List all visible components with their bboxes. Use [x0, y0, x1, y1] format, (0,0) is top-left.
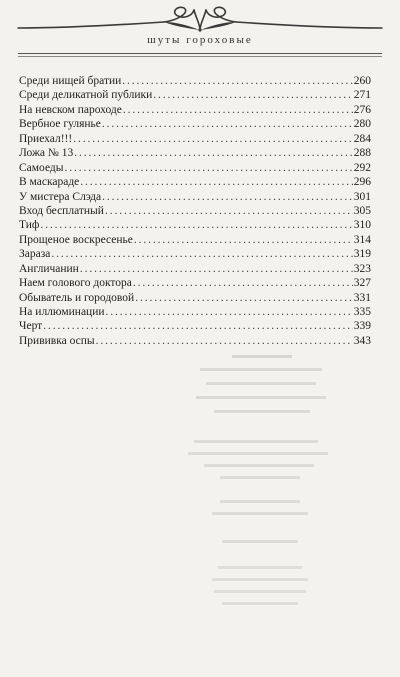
toc-entry-page: 271	[353, 89, 371, 102]
toc-entry-title: Прививка оспы	[19, 334, 95, 347]
toc-dot-leader	[80, 175, 352, 189]
toc-entry-title: Наем голового доктора	[19, 277, 132, 290]
toc-entry-title: В маскараде	[19, 176, 80, 189]
toc-dot-leader	[135, 291, 353, 305]
toc-entry-title: Зараза	[19, 248, 51, 261]
toc-entry-title: Черт	[19, 320, 43, 333]
toc-entry-page: 305	[353, 204, 371, 217]
toc-entry-title: На невском пароходе	[19, 103, 122, 116]
toc-entry-page: 323	[353, 262, 371, 275]
toc-entry	[19, 218, 371, 232]
toc-entry-page: 343	[353, 334, 371, 347]
toc-entry-title: Англичанин	[19, 262, 79, 275]
toc-dot-leader	[64, 161, 352, 175]
toc-entry-page: 284	[353, 132, 371, 145]
toc-dot-leader	[122, 74, 352, 88]
toc-entry-title: Вербное гулянье	[19, 118, 101, 131]
header-rule	[18, 53, 382, 54]
toc-entry-title: Среди деликатной публики	[19, 89, 153, 102]
toc-entry-page: 314	[353, 233, 371, 246]
toc-entry-page: 301	[353, 190, 371, 203]
toc-entry	[19, 276, 371, 290]
toc-entry-title: Самоеды	[19, 161, 64, 174]
toc-dot-leader	[102, 190, 353, 204]
toc-entry	[19, 233, 371, 247]
toc-dot-leader	[123, 103, 353, 117]
toc-entry-page: 310	[353, 219, 371, 232]
toc-entry-page: 276	[353, 103, 371, 116]
header-rule-thin	[18, 56, 382, 57]
toc-entry	[19, 74, 371, 88]
toc-dot-leader	[43, 319, 353, 333]
toc-entry	[19, 88, 371, 102]
toc-entry-title: У мистера Слэда	[19, 190, 102, 203]
toc-entry-title: Обыватель и городовой	[19, 291, 135, 304]
toc-entry	[19, 262, 371, 276]
toc-dot-leader	[96, 334, 353, 348]
toc-entry-page: 280	[353, 118, 371, 131]
toc-entry	[19, 319, 371, 333]
toc-entry-page: 260	[353, 75, 371, 87]
running-title: шуты гороховые	[147, 34, 253, 46]
toc-entry-page: 292	[353, 161, 371, 174]
toc-entry-page: 288	[353, 147, 371, 160]
toc-entry	[19, 334, 371, 348]
toc-entry	[19, 132, 371, 146]
toc-entry-title: Приехал!!!	[19, 132, 73, 145]
toc-dot-leader	[106, 305, 353, 319]
toc-dot-leader	[153, 88, 353, 102]
table-of-contents	[19, 74, 371, 348]
toc-entry-page: 319	[353, 248, 371, 261]
toc-entry	[19, 305, 371, 319]
toc-dot-leader	[73, 132, 353, 146]
toc-dot-leader	[133, 276, 353, 290]
toc-dot-leader	[134, 233, 353, 247]
toc-entry-title: На иллюминации	[19, 306, 105, 318]
toc-entry	[19, 190, 371, 204]
toc-entry-page: 335	[353, 306, 371, 318]
toc-dot-leader	[51, 247, 352, 261]
toc-entry-title: Ложа № 13	[19, 147, 74, 160]
toc-entry	[19, 146, 371, 160]
toc-entry-page: 296	[353, 176, 371, 189]
toc-entry-page: 339	[353, 320, 371, 333]
toc-entry	[19, 103, 371, 117]
toc-dot-leader	[40, 218, 352, 232]
toc-entry-title: Среди нищей братии	[19, 75, 122, 87]
toc-entry	[19, 175, 371, 189]
toc-entry	[19, 161, 371, 175]
toc-dot-leader	[74, 146, 353, 160]
toc-entry	[19, 291, 371, 305]
toc-entry-title: Вход бесплатный	[19, 204, 104, 217]
toc-dot-leader	[102, 117, 353, 131]
toc-entry	[19, 117, 371, 131]
toc-dot-leader	[80, 262, 353, 276]
toc-entry-page: 327	[353, 277, 371, 290]
toc-entry	[19, 247, 371, 261]
toc-entry	[19, 204, 371, 218]
toc-dot-leader	[105, 204, 353, 218]
toc-entry-page: 331	[353, 291, 371, 304]
ornament-header	[14, 6, 386, 54]
toc-entry-title: Прощеное воскресенье	[19, 233, 133, 246]
toc-entry-title: Тиф	[19, 219, 40, 232]
